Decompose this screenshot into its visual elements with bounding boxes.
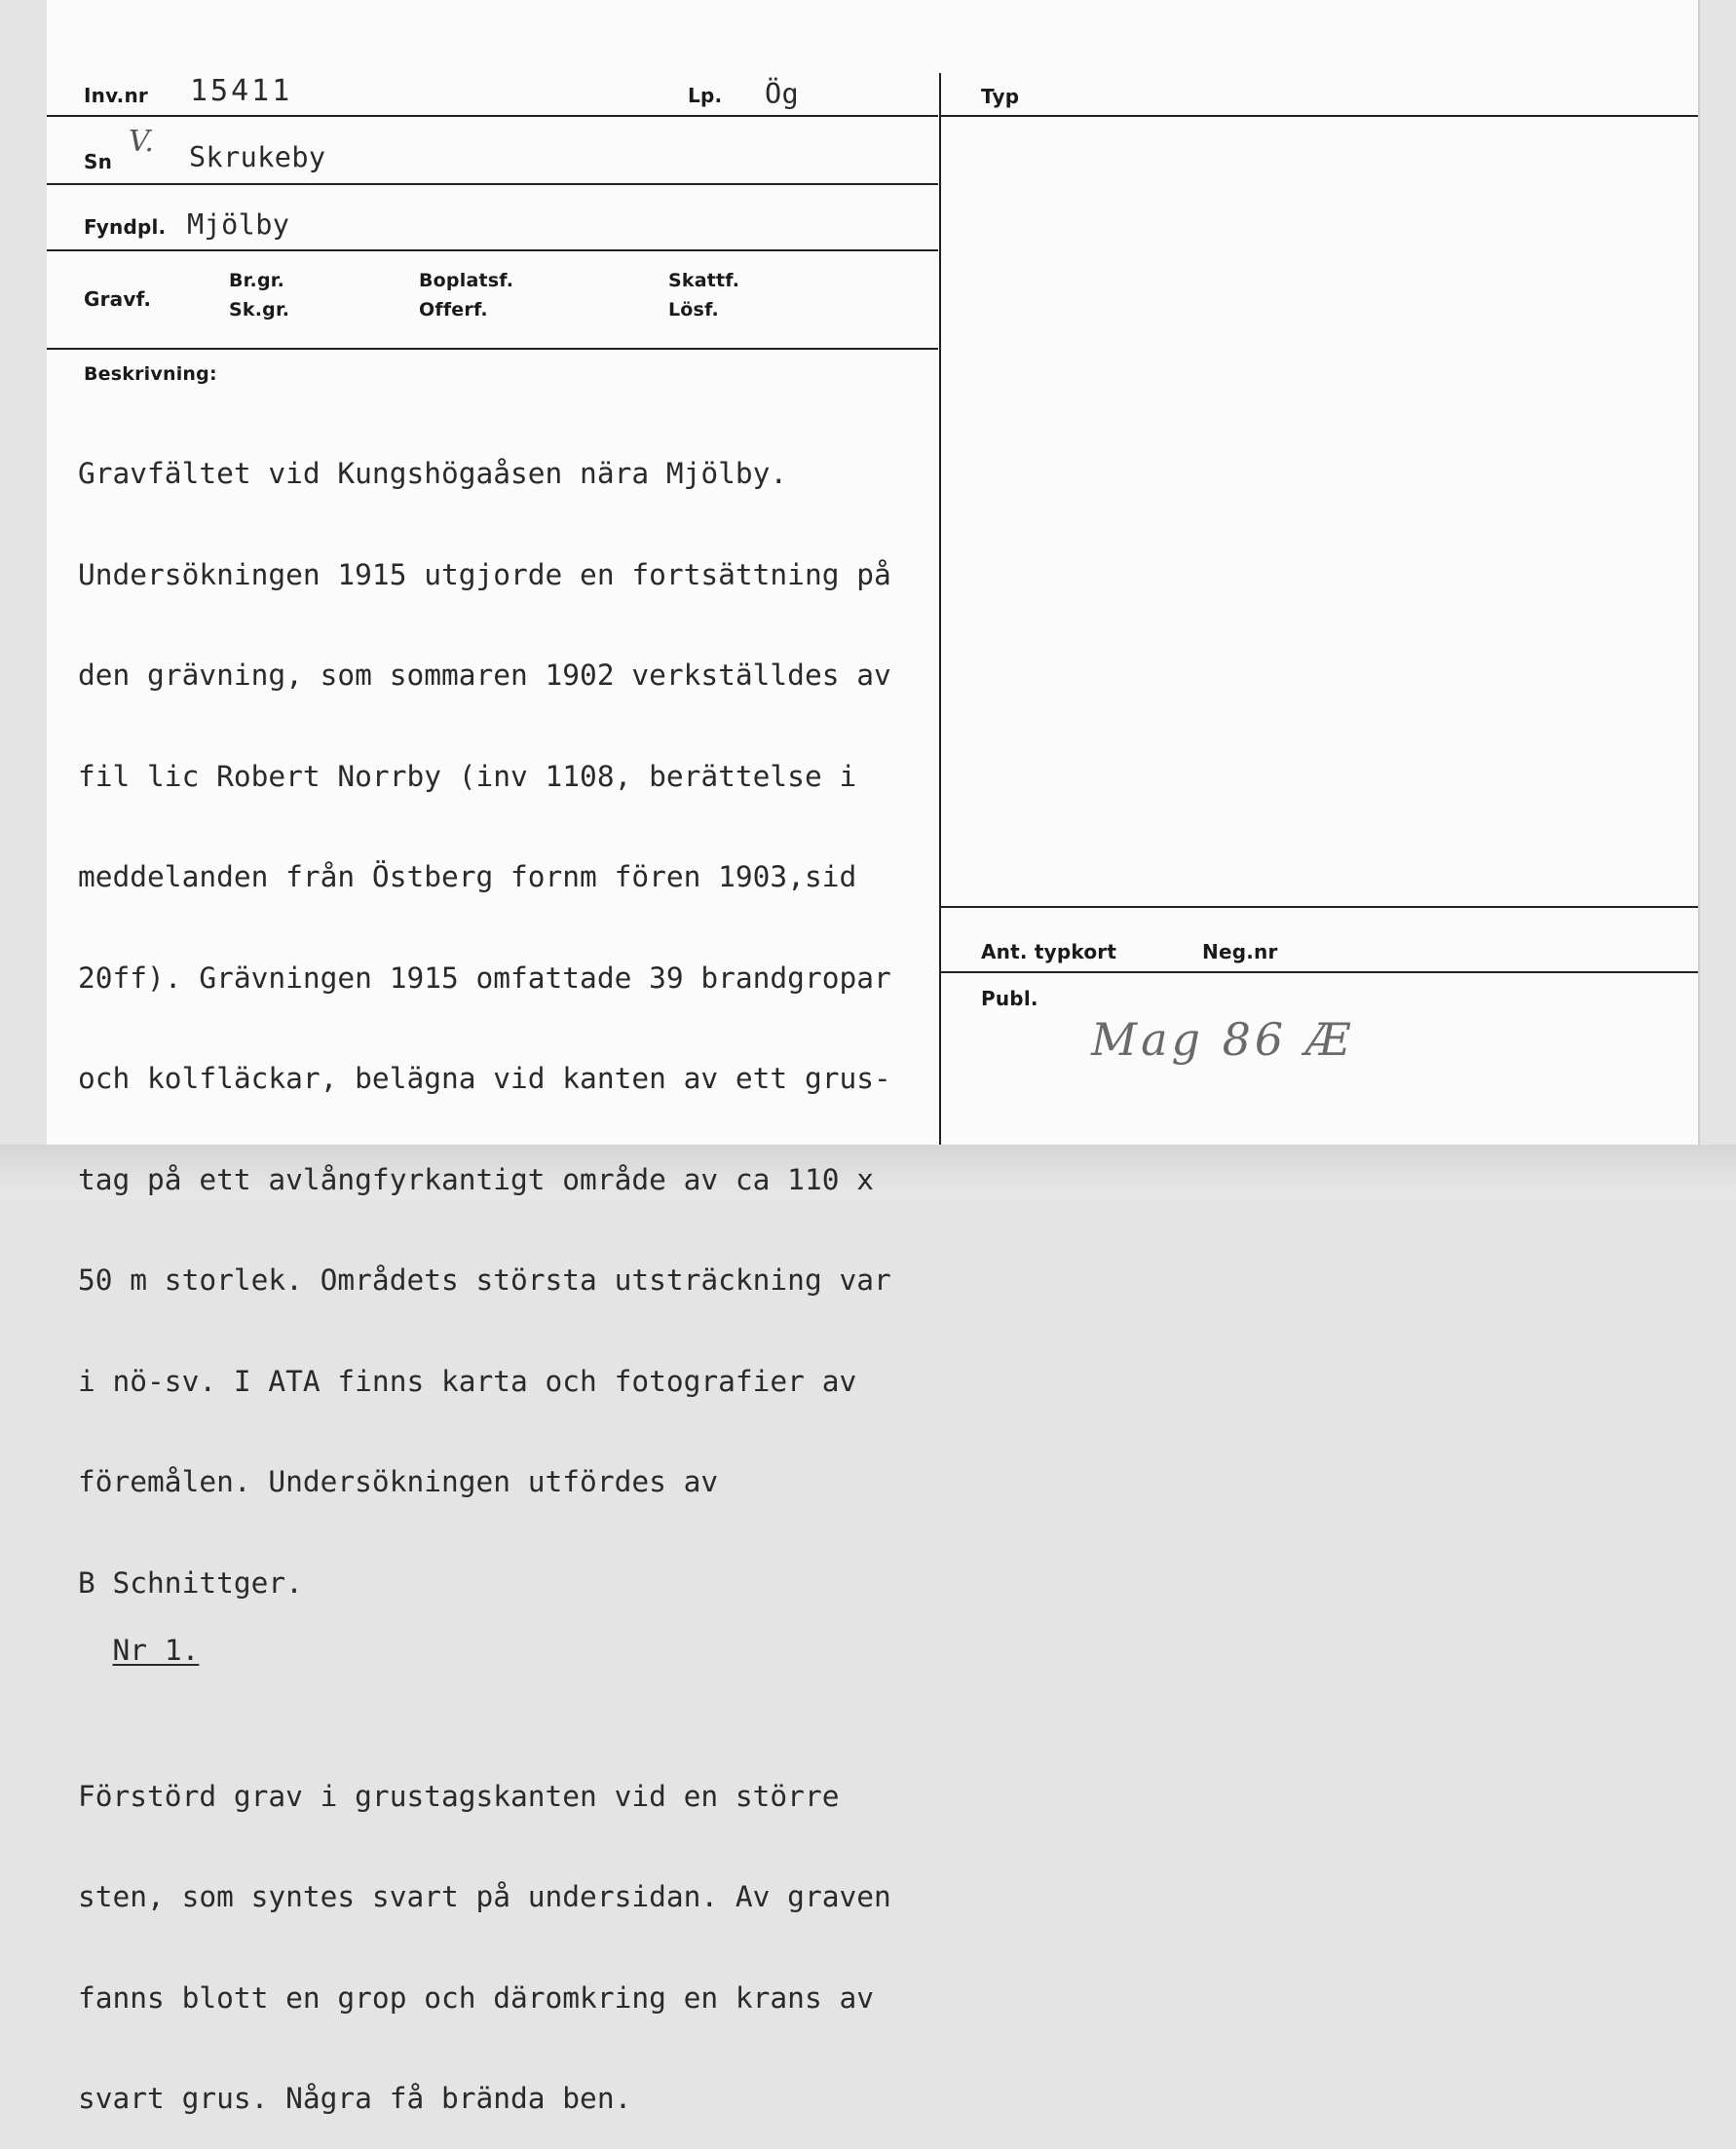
description-text [78,390,935,2149]
description-line: meddelanden från Östberg fornm fören 1903,sid [78,860,857,893]
skattf-label: Skattf. [668,270,740,291]
skgr-label: Sk.gr. [229,299,290,320]
offerf-label: Offerf. [419,299,488,320]
lp-value: Ög [765,78,800,110]
fyndpl-label: Fyndpl. [84,215,167,239]
nr1-line: Förstörd grav i grustagskanten vid en större [78,1779,840,1813]
sn-value: Skrukeby [189,141,326,173]
description-line: i nö-sv. I ATA finns karta och fotografier av [78,1364,857,1398]
description-line: B Schnittger. [78,1565,303,1600]
negnr-label: Neg.nr [1202,940,1278,963]
lp-label: Lp. [688,84,723,107]
rule-typ [940,115,1698,117]
description-line: och kolfläckar, belägna vid kanten av ett grus- [78,1062,891,1095]
inv-label: Inv.nr [84,84,148,107]
nr-heading: Nr 1. [112,1633,200,1667]
typ-label: Typ [981,85,1020,108]
description-line: tag på ett avlångfyrkantigt område av ca 110 x [78,1162,874,1196]
description-line: Undersökningen 1915 utgjorde en fortsättning på [78,557,891,591]
brgr-label: Br.gr. [229,270,285,291]
rule-ant-typkort [940,971,1698,973]
publ-label: Publ. [981,987,1038,1010]
ant-typkort-label: Ant. typkort [981,940,1117,963]
sn-prefix: V. [129,125,154,159]
description-line: fil lic Robert Norrby (inv 1108, berättelse i [78,759,857,793]
fyndpl-value: Mjölby [187,208,290,241]
rule-right-lower [940,906,1698,908]
publ-handwritten-note: Mag 86 Æ [1091,1013,1354,1066]
description-line: den grävning, som sommaren 1902 verkställdes av [78,659,891,692]
description-line: Gravfältet vid Kungshögaåsen nära Mjölby. [78,457,788,490]
rule-sn [47,183,938,185]
column-divider [939,73,941,1145]
boplatsf-label: Boplatsf. [419,270,514,291]
gravf-label: Gravf. [84,287,152,311]
rule-gravf [47,348,938,350]
nr1-line: svart grus. Några få brända ben. [78,2082,632,2115]
rule-fyndpl [47,249,938,251]
beskrivning-label: Beskrivning: [84,363,217,385]
description-line: föremålen. Undersökningen utfördes av [78,1465,719,1498]
sn-label: Sn [84,150,113,173]
rule-inv [47,115,938,117]
description-line: 50 m storlek. Områdets största utsträckning var [78,1263,891,1297]
nr1-line: sten, som syntes svart på undersidan. Av graven [78,1880,891,1913]
losf-label: Lösf. [668,299,719,320]
description-line: 20ff). Grävningen 1915 omfattade 39 brandgropar [78,961,891,995]
nr1-line: fanns blott en grop och däromkring en krans av [78,1980,874,2015]
inv-value: 15411 [190,74,293,108]
